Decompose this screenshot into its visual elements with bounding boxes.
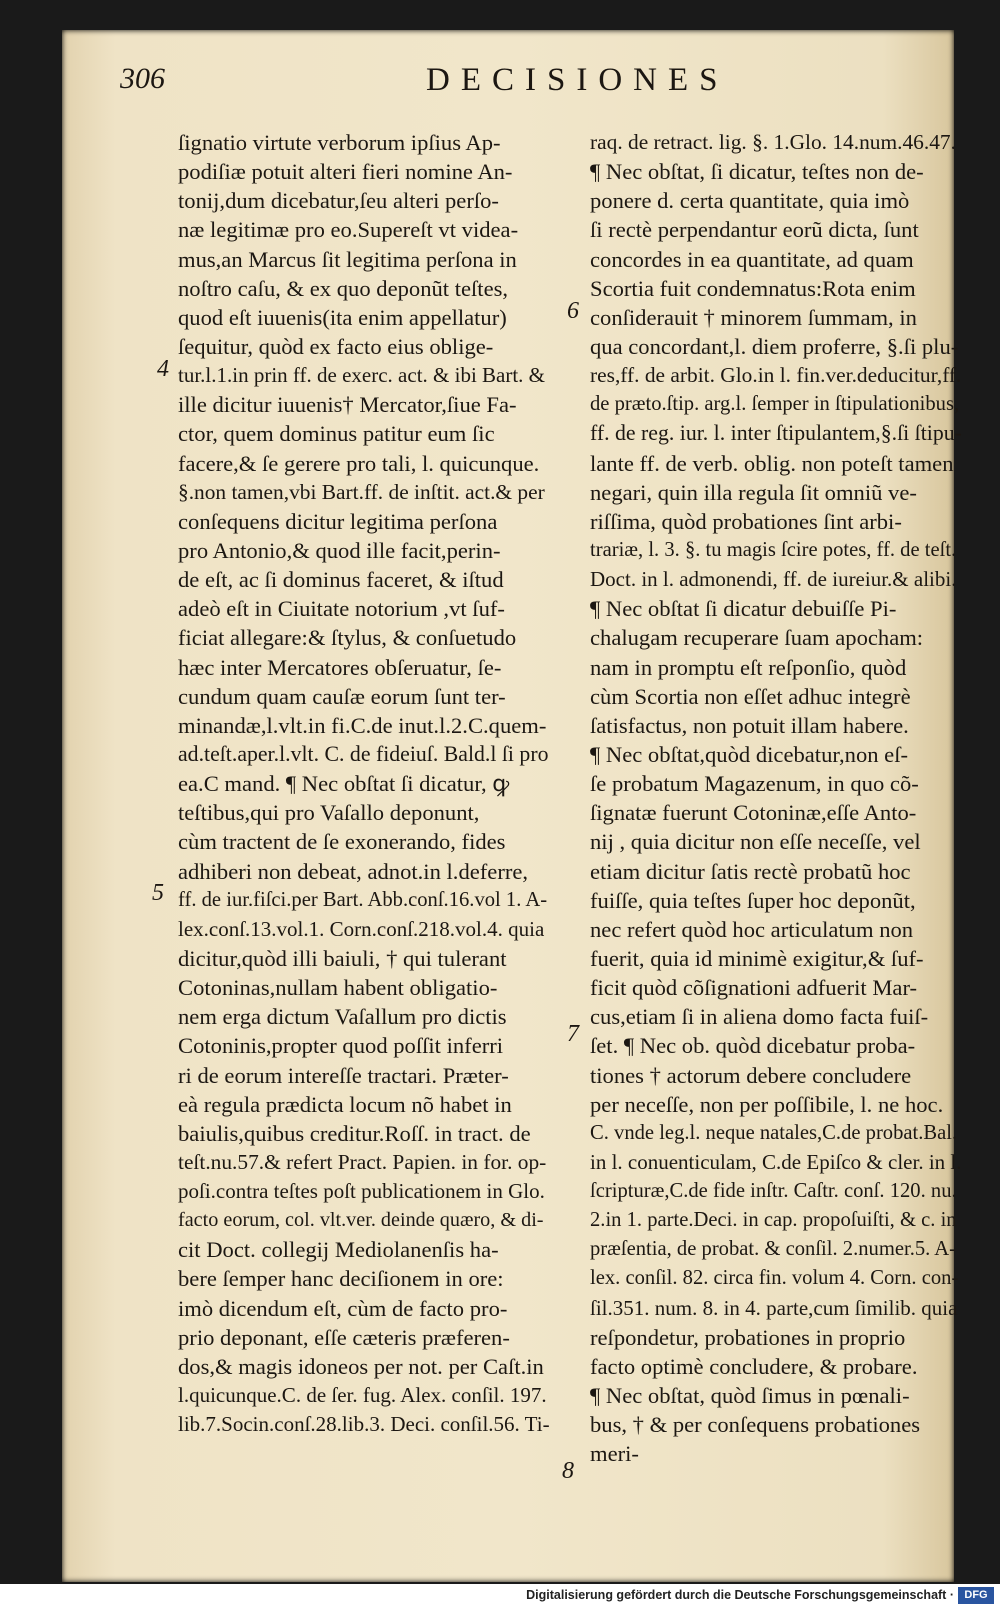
text-line: facere,& ſe gerere pro tali, l. quicunque. [178,450,540,476]
text-line: mus,an Marcus ſit legitima perſona in [178,246,517,272]
text-line: ff. de iur.fiſci.per Bart. Abb.conſ.16.vol 1. A- [178,888,548,911]
text-line: pro Antonio,& quod ille facit,perin- [178,537,501,563]
text-line: raq. de retract. lig. §. 1.Glo. 14.num.46.47. [590,130,956,154]
text-line: de eſt, ac ſi dominus faceret, & iſtud [178,567,504,593]
text-line: ponere d. certa quantitate, quia imò [590,188,910,214]
text-line: chalugam recuperare ſuam apocham: [590,625,924,651]
text-line: cit Doct. collegij Mediolanenſis ha- [178,1237,499,1263]
text-line: negari, quin illa regula ſit omniũ ve- [590,479,917,505]
text-line: ſignatæ fuerunt Cotoninæ,eſſe Anto- [590,800,917,826]
funding-notice: Digitalisierung gefördert durch die Deutsche Forschungsgemeinschaft · [526,1588,954,1602]
text-line: l.quicunque.C. de ſer. fug. Alex. conſil. 197. [178,1383,547,1408]
text-line: ſignatio virtute verborum ipſius Ap- [178,130,501,155]
text-line: per neceſſe, non per poſſibile, l. ne hoc. [590,1091,944,1117]
text-line: fuerit, quia id minimè exigitur,& ſuf- [590,945,924,971]
text-line: bus, † & per conſequens probationes [590,1412,921,1438]
text-line: ¶ Nec obſtat, quòd ſimus in pœnali- [590,1383,910,1409]
text-line: ficiat allegare:& ſtylus, & conſuetudo [178,625,517,651]
text-line: cundum quam cauſæ eorum ſunt ter- [178,683,506,709]
text-line: tiones † actorum debere concludere [590,1062,912,1088]
text-line: noſtro caſu, & ex quo deponũt teſtes, [178,275,509,301]
text-line: trariæ, l. 3. §. tu magis ſcire potes, ff. de teſt. [590,538,957,561]
text-line: conſiderauit † minorem ſummam, in [590,304,917,330]
text-line: bere ſemper hanc deciſionem in ore: [178,1266,504,1292]
text-line: ri de eorum intereſſe tractari. Præter- [178,1062,509,1088]
text-line: ſet. ¶ Nec ob. quòd dicebatur proba- [590,1033,916,1059]
text-line: næ legitimæ pro eo.Supereſt vt videa- [178,217,519,243]
text-line: C. vnde leg.l. neque natales,C.de probat.Bal. [590,1121,958,1144]
margin-number: 4 [157,356,169,382]
text-line: ¶ Nec obſtat, ſi dicatur, teſtes non de- [590,159,924,185]
text-line: nem erga dictum Vaſallum pro dictis [178,1004,507,1030]
text-line: poſi.contra teſtes poſt publicationem in Glo. [178,1179,545,1204]
text-line: facto optimè concludere, & probare. [590,1353,918,1379]
right-text-column [590,128,962,1468]
text-line: riſſima, quòd probationes ſint arbi- [590,508,902,534]
text-line: tur.l.1.in prin ff. de exerc. act. & ibi Bart. & [178,363,546,388]
margin-number: 5 [152,880,164,906]
text-line: reſpondetur, probationes in proprio [590,1324,906,1350]
text-line: ¶ Nec obſtat ſi dicatur debuiſſe Pi- [590,596,897,622]
text-line: res,ff. de arbit. Glo.in l. fin.ver.deducitur,ff. [590,363,962,388]
page-number: 306 [120,62,165,95]
text-line: Cotoninas,nullam habent obligatio- [178,975,498,1001]
text-line: quod eſt iuuenis(ita enim appellatur) [178,304,507,330]
text-line: adhiberi non debeat, adnot.in l.deferre, [178,858,529,884]
text-line: cùm tractent de ſe exonerando, fides [178,829,506,855]
text-line: ff. de reg. iur. l. inter ſtipulantem,§.ſi ſtipu- [590,421,962,446]
margin-number: 7 [567,1021,579,1047]
text-line: baiulis,quibus creditur.Roſſ. in tract. de [178,1120,531,1146]
text-line: imò dicendum eſt, cùm de facto pro- [178,1295,508,1321]
text-line: cus,etiam ſi in aliena domo facta fuiſ- [590,1004,929,1030]
text-line: nij , quia dicitur non eſſe neceſſe, vel [590,829,921,855]
text-line: etiam dicitur ſatis rectè probatũ hoc [590,858,911,884]
text-line: qua concordant,l. diem proferre, §.ſi plu- [590,333,959,359]
text-line: meri- [590,1441,639,1467]
page-header [120,62,880,102]
text-line: 2.in 1. parte.Deci. in cap. propoſuiſti, & c. in [590,1209,957,1232]
text-line: ea.C mand. ¶ Nec obſtat ſi dicatur, ꝙ [178,771,510,797]
text-line: Doct. in l. admonendi, ff. de iureiur.& alibi. [590,567,957,592]
text-line: tonij,dum dicebatur,ſeu alteri perſo- [178,188,499,214]
text-line: prio deponant, eſſe cæteris præferen- [178,1324,510,1350]
left-text-column [178,128,550,1439]
text-line: eà regula prædicta locum nõ habet in [178,1091,512,1117]
text-line: dicitur,quòd illi baiuli, † qui tulerant [178,945,507,971]
text-line: hæc inter Mercatores obſeruatur, ſe- [178,654,502,680]
running-title: DECISIONES [426,62,729,98]
text-line: teſtibus,qui pro Vaſallo deponunt, [178,800,480,826]
text-line: facto eorum, col. vlt.ver. deinde quæro, & di- [178,1209,544,1232]
text-line: fuiſſe, quia teſtes ſuper hoc deponũt, [590,887,916,913]
margin-number: 6 [567,298,579,324]
text-line: ſil.351. num. 8. in 4. parte,cum ſimilib. quia [590,1295,958,1320]
text-line: ad.teſt.aper.l.vlt. C. de fideiuſ. Bald.l ſi pro [178,741,549,766]
text-line: lex. conſil. 82. circa fin. volum 4. Corn. con- [590,1267,959,1290]
text-line: ctor, quem dominus patitur eum ſic [178,421,495,447]
text-line: ſe probatum Magazenum, in quo cõ- [590,771,919,797]
text-line: ſi rectè perpendantur eorũ dicta, ſunt [590,217,919,243]
text-line: de præto.ſtip. arg.l. ſemper in ſtipulationibus, [590,393,960,416]
dfg-logo-icon: DFG [958,1587,994,1604]
text-line: lib.7.Socin.conſ.28.lib.3. Deci. conſil.56. Ti- [178,1412,550,1437]
text-line: minandæ,l.vlt.in fi.C.de inut.l.2.C.quem- [178,712,547,738]
text-line: teſt.nu.57.& refert Pract. Papien. in for. op- [178,1149,547,1174]
text-line: ficit quòd cõſignationi adfuerit Mar- [590,975,918,1001]
text-line: ſatisfactus, non potuit illam habere. [590,712,909,738]
text-line: adeò eſt in Ciuitate notorium ,vt ſuf- [178,596,505,622]
text-line: §.non tamen,vbi Bart.ff. de inſtit. act.& per [178,479,545,504]
text-line: nam in promptu eſt reſponſio, quòd [590,654,907,680]
text-line: nec refert quòd hoc articulatum non [590,916,914,942]
text-line: ſcripturæ,C.de fide inſtr. Caſtr. conſ. 120. nu. [590,1180,957,1203]
text-line: podiſiæ potuit alteri fieri nomine An- [178,159,513,185]
text-line: Scortia fuit condemnatus:Rota enim [590,275,916,301]
text-line: lante ff. de verb. oblig. non poteſt tamen [590,450,954,476]
text-line: cùm Scortia non eſſet adhuc integrè [590,683,911,709]
text-line: ille dicitur iuuenis† Mercator,ſiue Fa- [178,392,517,418]
text-line: ¶ Nec obſtat,quòd dicebatur,non eſ- [590,741,909,767]
text-line: lex.conſ.13.vol.1. Corn.conſ.218.vol.4. quia [178,916,545,941]
text-line: concordes in ea quantitate, ad quam [590,246,914,272]
text-line: ſequitur, quòd ex facto eius oblige- [178,333,494,359]
text-line: conſequens dicitur legitima perſona [178,508,498,534]
text-line: in l. conuenticulam, C.de Epiſco & cler. in l. [590,1149,962,1174]
footer-bar [0,1584,1000,1610]
text-line: Cotoninis,propter quod poſſit inferri [178,1033,504,1059]
text-line: præſentia, de probat. & conſil. 2.numer.5. A- [590,1238,957,1261]
margin-number: 8 [562,1458,574,1484]
text-line: dos,& magis idoneos per not. per Caſt.in [178,1353,544,1379]
